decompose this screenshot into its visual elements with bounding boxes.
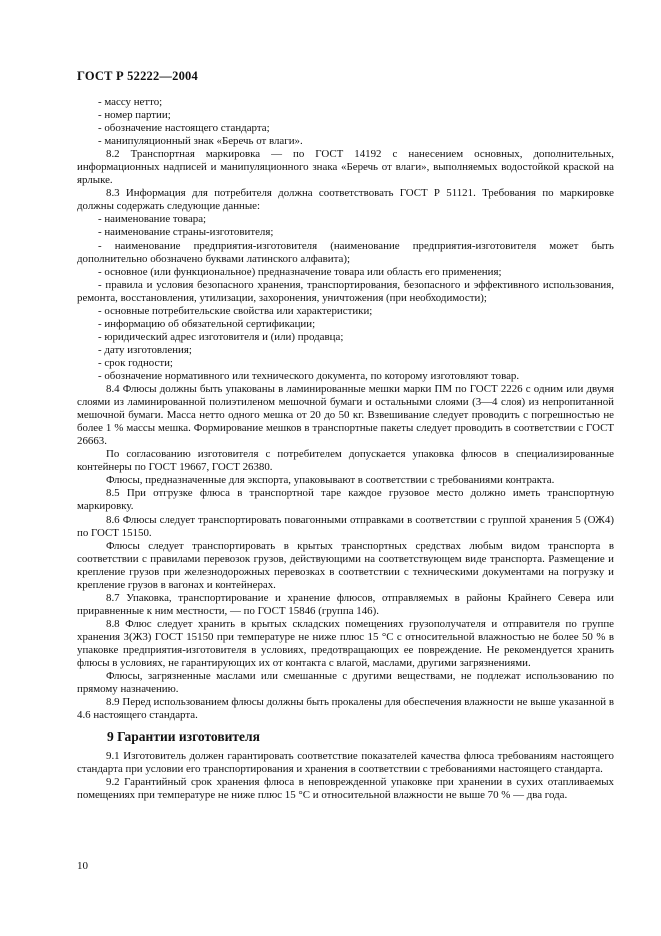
document-body <box>77 96 614 802</box>
list-item: - правила и условия безопасного хранения, транспортирования, безопасного и эффективного использования, ремонта, восстановления, утилизации, захоронения, уничтожения (при необходимости); <box>77 278 614 304</box>
list-item: - информацию об обязательной сертификации; <box>98 317 316 330</box>
paragraph: 9.2 Гарантийный срок хранения флюса в неповрежденной упаковке при хранении в сухих отапливаемых помещениях при температуре не ниже плюс 15 °С и относительной влажности не выше 70 % — два года. <box>77 776 614 802</box>
list-item: - массу нетто; <box>98 96 163 108</box>
paragraph: 8.2 Транспортная маркировка — по ГОСТ 14192 с нанесением основных, дополнительных, информационных надписей и манипуляционного знака «Беречь от влаги», выполняемых водостойкой краской на ярлыке. <box>77 148 614 187</box>
list-item: - наименование страны-изготовителя; <box>98 226 274 239</box>
list-item: - основное (или функциональное) предназначение товара или область его применения; <box>98 265 502 278</box>
paragraph: По согласованию изготовителя с потребителем допускается упаковка флюсов в специализированные контейнеры по ГОСТ 19667, ГОСТ 26380. <box>77 448 614 474</box>
paragraph: Флюсы следует транспортировать в крытых транспортных средствах любым видом транспорта в соответствии с правилами перевозок грузов, действующими на соответствующем виде транспорта. Размещение и крепление грузов при железнодорожных перевозках в соответствии с техническими документами на погрузку и крепление грузов в вагонах и контейнерах. <box>77 539 614 591</box>
document-header: ГОСТ Р 52222—2004 <box>77 69 198 83</box>
paragraph: 9.1 Изготовитель должен гарантировать соответствие показателей качества флюса требованиям настоящего стандарта при условии его транспортирования и хранения в соответствии с требованиями настоящего стандарта. <box>77 750 614 776</box>
paragraph: Флюсы, предназначенные для экспорта, упаковывают в соответствии с требованиями контракта. <box>106 474 555 487</box>
list-item: - юридический адрес изготовителя и (или) продавца; <box>98 330 344 343</box>
list-item: - дату изготовления; <box>98 343 192 356</box>
paragraph: 8.3 Информация для потребителя должна соответствовать ГОСТ Р 51121. Требования по маркировке должны содержать следующие данные: <box>77 187 614 213</box>
list-item: - срок годности; <box>98 356 173 369</box>
page-number: 10 <box>77 860 88 872</box>
list-item: - манипуляционный знак «Беречь от влаги». <box>98 135 303 148</box>
paragraph: 8.6 Флюсы следует транспортировать повагонными отправками в соответствии с группой хранения 5 (ОЖ4) по ГОСТ 15150. <box>77 513 614 539</box>
paragraph: 8.7 Упаковка, транспортирование и хранение флюсов, отправляемых в районы Крайнего Севера или приравненные к ним местности, — по ГОСТ 15846 (группа 146). <box>77 591 614 617</box>
list-item: - обозначение настоящего стандарта; <box>98 122 270 135</box>
list-item: - обозначение нормативного или технического документа, по которому изготовляют товар. <box>98 369 520 382</box>
paragraph: 8.5 При отгрузке флюса в транспортной таре каждое грузовое место должно иметь транспортную маркировку. <box>77 487 614 513</box>
section-heading: 9 Гарантии изготовителя <box>107 729 260 745</box>
paragraph: Флюсы, загрязненные маслами или смешанные с другими веществами, не подлежат использованию по прямому назначению. <box>77 670 614 696</box>
list-item: - наименование предприятия-изготовителя (наименование предприятия-изготовителя может быть дополнительно обозначено буквами латинского алфавита); <box>77 239 614 265</box>
list-item: - основные потребительские свойства или характеристики; <box>98 304 373 317</box>
list-item: - наименование товара; <box>98 213 207 226</box>
paragraph: 8.4 Флюсы должны быть упакованы в ламинированные мешки марки ПМ по ГОСТ 2226 с одним или двумя слоями из ламинированной полиэтиленом мешочной бумаги и остальными слоями (3—4 слоя) из непропитанной мешочной бумаги. Масса нетто одного мешка от 20 до 50 кг. Взвешивание следует проводить с погрешностью не более 1 % массы мешка. Формирование мешков в транспортные пакеты следует проводить в соответствии с ГОСТ 26663. <box>77 383 614 448</box>
paragraph: 8.9 Перед использованием флюсы должны быть прокалены для обеспечения влажности не выше указанной в 4.6 настоящего стандарта. <box>77 696 614 722</box>
paragraph: 8.8 Флюс следует хранить в крытых складских помещениях грузополучателя и отправителя по группе хранения 3(Ж3) ГОСТ 15150 при температуре не ниже плюс 15 °С с относительной влажностью не более 50 % в упаковке предприятия-изготовителя в условиях, предотвращающих ее повреждение. Не рекомендуется хранить флюсы в условиях, не гарантирующих их от контакта с влагой, маслами, другими загрязнениями. <box>77 617 614 670</box>
list-item: - номер партии; <box>98 109 171 122</box>
